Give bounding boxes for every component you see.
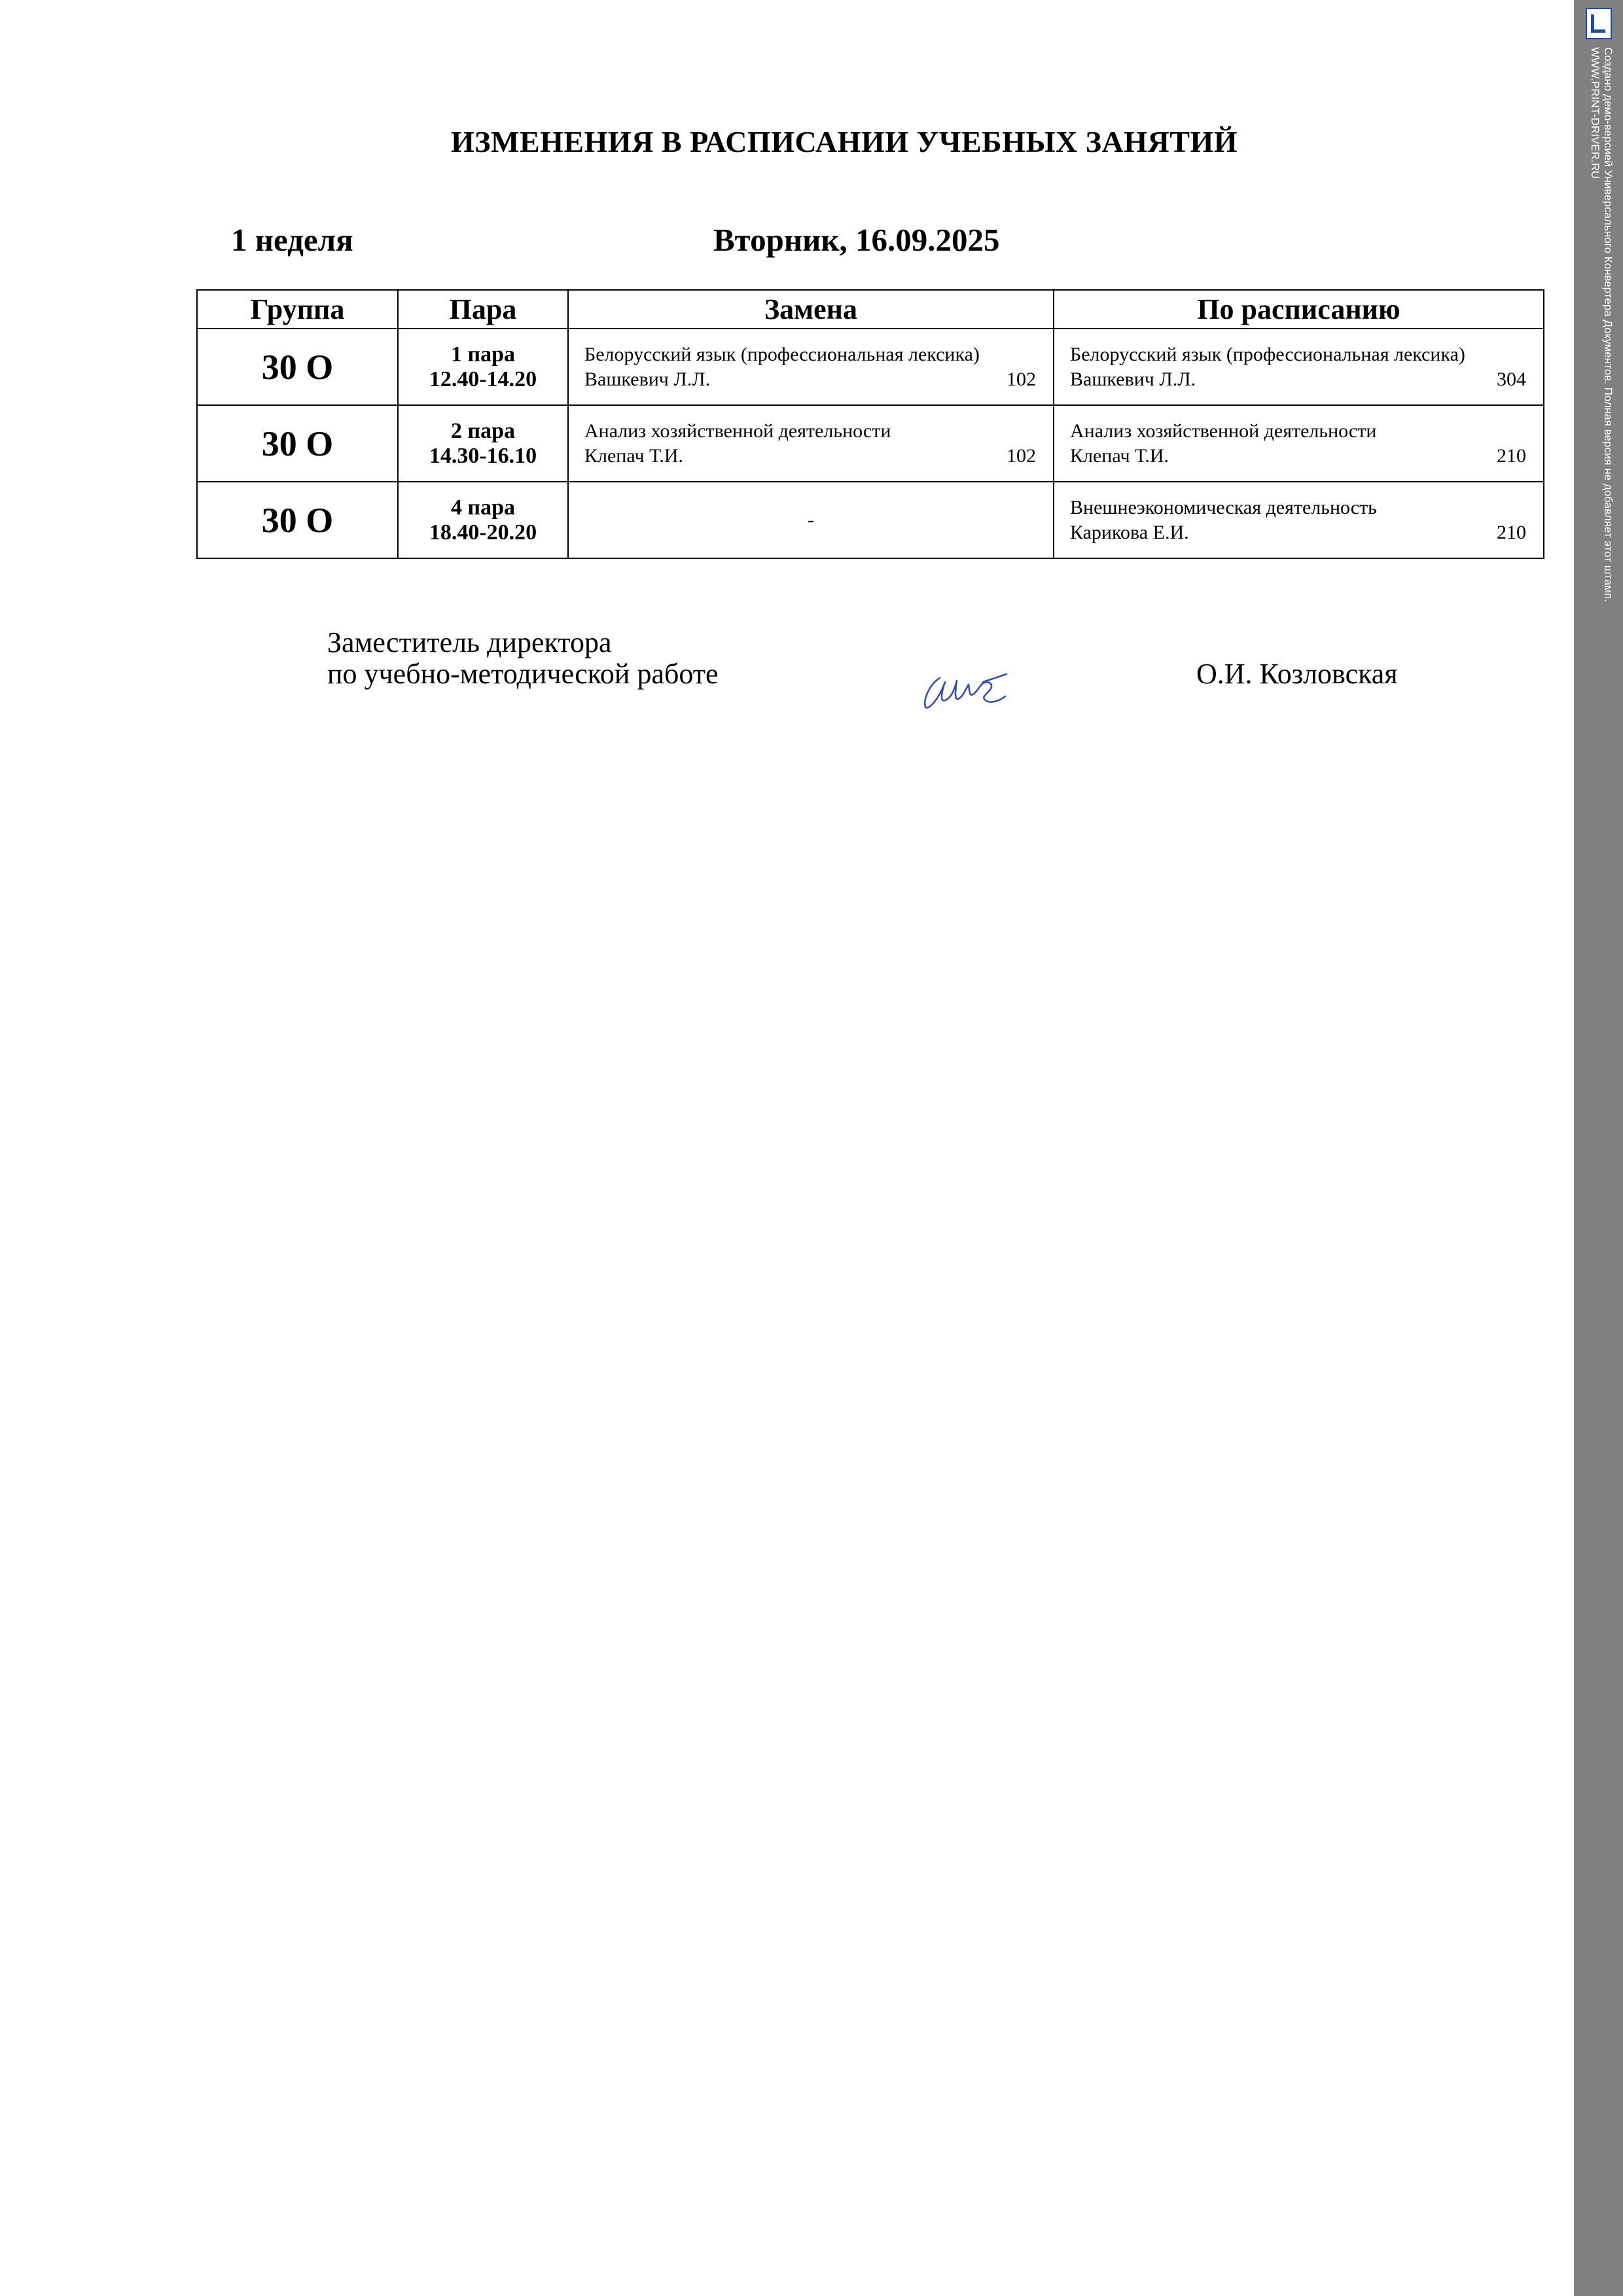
pair-time: 18.40-20.20 — [429, 520, 537, 545]
watermark-line-2: WWW.PRINT-DRIVER.RU — [1589, 47, 1601, 179]
replacement-teacher: Клепач Т.И. — [584, 444, 684, 467]
signatory-name: О.И. Козловская — [1196, 658, 1398, 690]
replacement-subject: Белорусский язык (профессиональная лексика) — [584, 343, 980, 365]
header-replacement: Замена — [568, 290, 1054, 329]
watermark-text — [1588, 47, 1614, 602]
scheduled-cell — [1054, 405, 1544, 482]
week-label: 1 неделя — [231, 222, 353, 258]
position-line-1: Заместитель директора — [327, 626, 612, 658]
scheduled-teacher: Карикова Е.И. — [1070, 521, 1189, 543]
replacement-room: 102 — [1007, 444, 1036, 467]
replacement-teacher: Вашкевич Л.Л. — [584, 368, 711, 390]
scheduled-room: 304 — [1497, 368, 1526, 390]
scheduled-teacher: Клепач Т.И. — [1070, 444, 1169, 467]
header-scheduled: По расписанию — [1054, 290, 1544, 329]
scheduled-subject: Внешнеэкономическая деятельность — [1070, 496, 1377, 518]
watermark-line-1: Создано демо-версией Универсального Конвертера Документов. Полная версия не добавляет этот штамп. — [1602, 47, 1614, 603]
group-cell: 30 О — [197, 405, 398, 482]
scheduled-cell — [1054, 482, 1544, 558]
table-row — [197, 482, 1544, 558]
signatory-position — [327, 627, 719, 690]
replacement-cell — [568, 329, 1054, 405]
header-pair: Пара — [398, 290, 568, 329]
date-label: Вторник, 16.09.2025 — [713, 222, 1000, 258]
replacement-room: 102 — [1007, 368, 1036, 390]
scheduled-cell — [1054, 329, 1544, 405]
pair-cell — [398, 482, 568, 558]
replacement-subject: Анализ хозяйственной деятельности — [584, 420, 891, 442]
pair-cell — [398, 329, 568, 405]
table-row — [197, 329, 1544, 405]
pair-number: 1 пара — [451, 342, 515, 367]
pair-number: 2 пара — [451, 418, 515, 443]
scheduled-room: 210 — [1497, 521, 1526, 543]
table-row — [197, 405, 1544, 482]
pair-time: 14.30-16.10 — [429, 443, 537, 468]
watermark-strip — [1574, 0, 1623, 2296]
scheduled-teacher: Вашкевич Л.Л. — [1070, 368, 1196, 390]
scheduled-room: 210 — [1497, 444, 1526, 467]
replacement-cell — [568, 405, 1054, 482]
schedule-changes-table — [196, 289, 1544, 559]
document-title: ИЗМЕНЕНИЯ В РАСПИСАНИИ УЧЕБНЫХ ЗАНЯТИЙ — [450, 125, 1238, 158]
replacement-cell-empty: - — [568, 482, 1054, 558]
group-cell: 30 О — [197, 329, 398, 405]
table-header-row — [197, 290, 1544, 329]
pair-cell — [398, 405, 568, 482]
position-line-2: по учебно-методической работе — [327, 658, 719, 690]
group-cell: 30 О — [197, 482, 398, 558]
pair-time: 12.40-14.20 — [429, 367, 537, 391]
handwritten-signature — [918, 666, 1022, 712]
scheduled-subject: Белорусский язык (профессиональная лексика) — [1070, 343, 1465, 365]
converter-logo-icon — [1586, 8, 1612, 39]
header-group: Группа — [197, 290, 398, 329]
pair-number: 4 пара — [451, 495, 515, 520]
scheduled-subject: Анализ хозяйственной деятельности — [1070, 420, 1377, 442]
